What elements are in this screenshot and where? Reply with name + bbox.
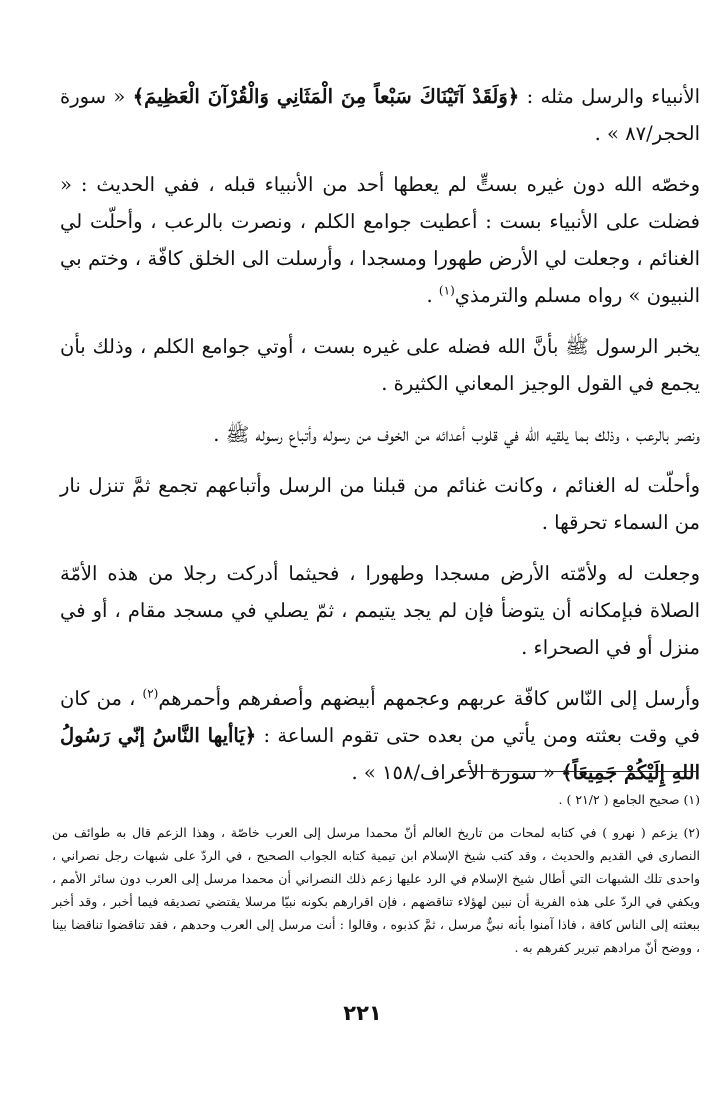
paragraph-7-text: وأرسل إلى النّاس كافّة عربهم وعجمهم أبيضهم وأصفرهم وأحمرهم: [158, 687, 700, 710]
surah-reference-2: « سورة الأعراف/١٥٨ » .: [351, 761, 562, 784]
paragraph-5: [60, 467, 700, 541]
paragraph-1: [60, 78, 700, 152]
hadith-text: وخصّه الله دون غيره بستٍّ لم يعطها أحد من الأنبياء قبله ، ففي الحديث : « فضلت على الأنبياء بست : أعطيت جوامع الكلم ، ونصرت بالرعب ، وأحلّت لي الغنائم ، وجعلت لي الأرض طهورا ومسجدا ، وأرسلت الى الخلق كافّة ، وختم بي النبيون » رواه مسلم والترمذي: [60, 173, 700, 307]
paragraph-1-text: الأنبياء والرسل مثله :: [519, 85, 701, 108]
paragraph-6-text: وجعلت له ولأمّته الأرض مسجدا وطهورا ، فحيثما أدركت رجلا من هذه الأمّة الصلاة فبإمكانه أن يتوضأ فإن لم يجد يتيمم ، ثمّ يصلي في مسجد مقام ، أو في منزل أو في الصحراء .: [60, 562, 700, 659]
paragraph-3: [60, 328, 700, 402]
paragraph-4-text: ونصر بالرعب ، وذلك بما يلقيه الله في قلوب أعدائه من الخوف من رسوله وأتباع رسوله ﷺ .: [213, 423, 700, 446]
paragraph-7-middle: ، من كان في وقت بعثته ومن يأتي من بعده حتى تقوم الساعة :: [60, 687, 700, 747]
quran-verse-1: ﴿وَلَقَدْ آتَيْنَاكَ سَبْعاً مِنَ الْمَثَانِي وَالْقُرْآنَ الْعَظِيمَ﴾: [132, 85, 520, 108]
paragraph-4: [60, 416, 700, 453]
footnote-1: (١) صحيح الجامع ( ٢١/٢ ) .: [558, 792, 700, 807]
paragraph-3-text: يخبر الرسول ﷺ بأنَّ الله فضله على غيره بست ، أوتي جوامع الكلم ، وذلك بأن يجمع في القول الوجيز المعاني الكثيرة .: [60, 335, 700, 395]
quran-verse-2: ﴿يَاأيها النَّاسُ إنّي رَسُولُ اللهِ إِلَيْكُمْ جَمِيعَاً﴾: [60, 724, 700, 784]
footnote-divider: [458, 771, 698, 772]
main-text: [60, 78, 700, 805]
page-number: ٢٢١: [343, 1001, 382, 1025]
footnote-ref-1[interactable]: (١): [438, 283, 455, 298]
footnote-2: (٢) يزعم ( نهرو ) في كتابه لمحات من تاريخ العالم أنّ محمدا مرسل إلى العرب خاصّة ، وهذا الزعم قال به طوائف من النصارى في القديم والحديث ، وقد كتب شيخ الإسلام ابن تيمية كتابه الجواب الصحيح ، في الردّ على شبهات رجل نصراني ، واحدى تلك الشبهات التي أطال شيخ الإسلام في الرد عليها زعم ذلك النصراني أن محمدا مرسل إلى العرب دون سائر الأمم ، ويكفي في الردّ على هذه الفرية أن نبين لهؤلاء تناقضهم ، فإن اقرارهم بكونه نبيّا مرسلا يقتضي تصديقه فيما أخبر ، وقد أخبر ببعثته إلى الناس كافة ، فاذا آمنوا بأنه نبيٌّ مرسل ، ثمَّ كذبوه ، وقالوا : أنت مرسل إلى العرب وحدهم ، فقد تناقضوا تناقضا بينا ، ووضح أنّ مرادهم تبرير كفرهم به .: [52, 825, 700, 955]
footnotes: [52, 788, 700, 969]
paragraph-2-end: .: [426, 284, 439, 307]
paragraph-7: [60, 680, 700, 791]
paragraph-2: [60, 166, 700, 314]
surah-reference-1: « سورة الحجر/٨٧ » .: [60, 85, 700, 145]
paragraph-5-text: وأحلّت له الغنائم ، وكانت غنائم من قبلنا من الرسل وأتباعهم تجمع ثمَّ تنزل نار من السماء تحرقها .: [60, 474, 700, 534]
footnote-ref-2[interactable]: (٢): [142, 686, 159, 701]
paragraph-6: [60, 555, 700, 666]
